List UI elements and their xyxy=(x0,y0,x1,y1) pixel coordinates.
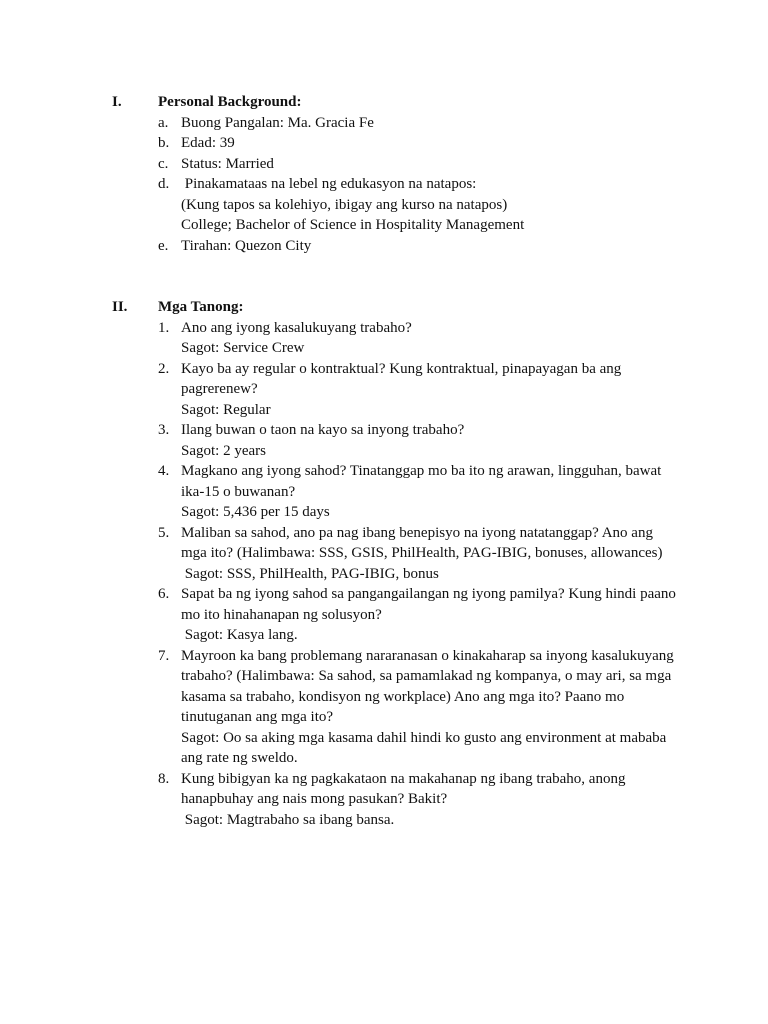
question-item xyxy=(158,318,698,359)
question-text: hanapbuhay ang nais mong pasukan? Bakit? xyxy=(181,791,448,807)
item-marker: 6. xyxy=(158,586,170,602)
question-item xyxy=(158,420,698,461)
answer-text: Sagot: 5,436 per 15 days xyxy=(181,504,330,520)
question-text: pagrerenew? xyxy=(181,381,258,397)
item-marker: d. xyxy=(158,176,170,192)
section-numeral: II. xyxy=(112,299,128,315)
item-marker: 1. xyxy=(158,319,170,336)
answer-text: Sagot: Service Crew xyxy=(181,340,305,356)
question-text: Kayo ba ay regular o kontraktual? Kung kontraktual, pinapayagan ba ang xyxy=(181,360,622,377)
item-marker: 7. xyxy=(158,647,170,664)
list-item xyxy=(158,133,698,154)
question-text: Sapat ba ng iyong sahod sa pangangailangan ng iyong pamilya? Kung hindi paano xyxy=(181,586,676,602)
question-item xyxy=(158,769,698,831)
question-item xyxy=(158,646,698,769)
personal-background-list xyxy=(158,113,698,257)
answer-text: Sagot: 2 years xyxy=(181,442,266,459)
item-marker: 5. xyxy=(158,524,170,541)
item-text: Edad: 39 xyxy=(181,135,235,151)
answer-text: Sagot: Magtrabaho sa ibang bansa. xyxy=(181,811,395,828)
answer-text: Sagot: Kasya lang. xyxy=(181,627,298,643)
question-text: Magkano ang iyong sahod? Tinatanggap mo ba ito ng arawan, lingguhan, bawat xyxy=(181,463,662,479)
answer-text: Sagot: SSS, PhilHealth, PAG-IBIG, bonus xyxy=(181,565,439,582)
item-marker: 8. xyxy=(158,770,170,787)
question-text: ika-15 o buwanan? xyxy=(181,483,296,500)
section-title: Personal Background: xyxy=(158,94,302,110)
item-marker: 4. xyxy=(158,463,170,479)
question-text: Kung bibigyan ka ng pagkakataon na makahanap ng ibang trabaho, anong xyxy=(181,770,626,787)
item-marker: b. xyxy=(158,135,170,151)
section-numeral: I. xyxy=(112,94,122,110)
item-marker: 2. xyxy=(158,360,170,377)
question-item xyxy=(158,523,698,585)
item-text: Status: Married xyxy=(181,155,274,172)
question-text: Maliban sa sahod, ano pa nag ibang benepisyo na iyong natatanggap? Ano ang xyxy=(181,524,653,541)
item-text: Tirahan: Quezon City xyxy=(181,237,312,254)
question-text: trabaho? (Halimbawa: Sa sahod, sa pamamlakad ng kompanya, o may ari, sa mga xyxy=(181,668,672,684)
item-marker: e. xyxy=(158,237,169,254)
questions-list xyxy=(158,318,698,831)
answer-text: Sagot: Regular xyxy=(181,401,271,418)
list-item xyxy=(158,113,698,134)
answer-text: Sagot: Oo sa aking mga kasama dahil hindi ko gusto ang environment at mababa xyxy=(181,729,667,746)
question-text: mo ito hinahanapan ng solusyon? xyxy=(181,606,382,623)
item-text: College; Bachelor of Science in Hospitality Management xyxy=(181,217,525,233)
list-item xyxy=(158,154,698,175)
answer-text: ang rate ng sweldo. xyxy=(181,750,298,766)
item-text: Pinakamataas na lebel ng edukasyon na natapos: xyxy=(181,176,477,192)
question-item xyxy=(158,461,698,523)
question-text: tinutuganan ang mga ito? xyxy=(181,709,334,725)
list-item xyxy=(158,236,698,257)
item-text: (Kung tapos sa kolehiyo, ibigay ang kurso na natapos) xyxy=(181,196,508,213)
section-title: Mga Tanong: xyxy=(158,299,244,315)
question-text: kasama sa trabaho, kondisyon ng workplace) Ano ang mga ito? Paano mo xyxy=(181,688,625,705)
item-text: Buong Pangalan: Ma. Gracia Fe xyxy=(181,114,374,131)
question-text: Ilang buwan o taon na kayo sa inyong trabaho? xyxy=(181,422,465,438)
item-marker: c. xyxy=(158,155,169,172)
item-marker: a. xyxy=(158,114,169,131)
question-item xyxy=(158,359,698,421)
question-text: Ano ang iyong kasalukuyang trabaho? xyxy=(181,319,412,336)
question-text: mga ito? (Halimbawa: SSS, GSIS, PhilHealth, PAG-IBIG, bonuses, allowances) xyxy=(181,545,663,561)
item-marker: 3. xyxy=(158,422,170,438)
question-item xyxy=(158,584,698,646)
question-text: Mayroon ka bang problemang nararanasan o kinakaharap sa inyong kasalukuyang xyxy=(181,647,674,664)
list-item xyxy=(158,174,698,236)
